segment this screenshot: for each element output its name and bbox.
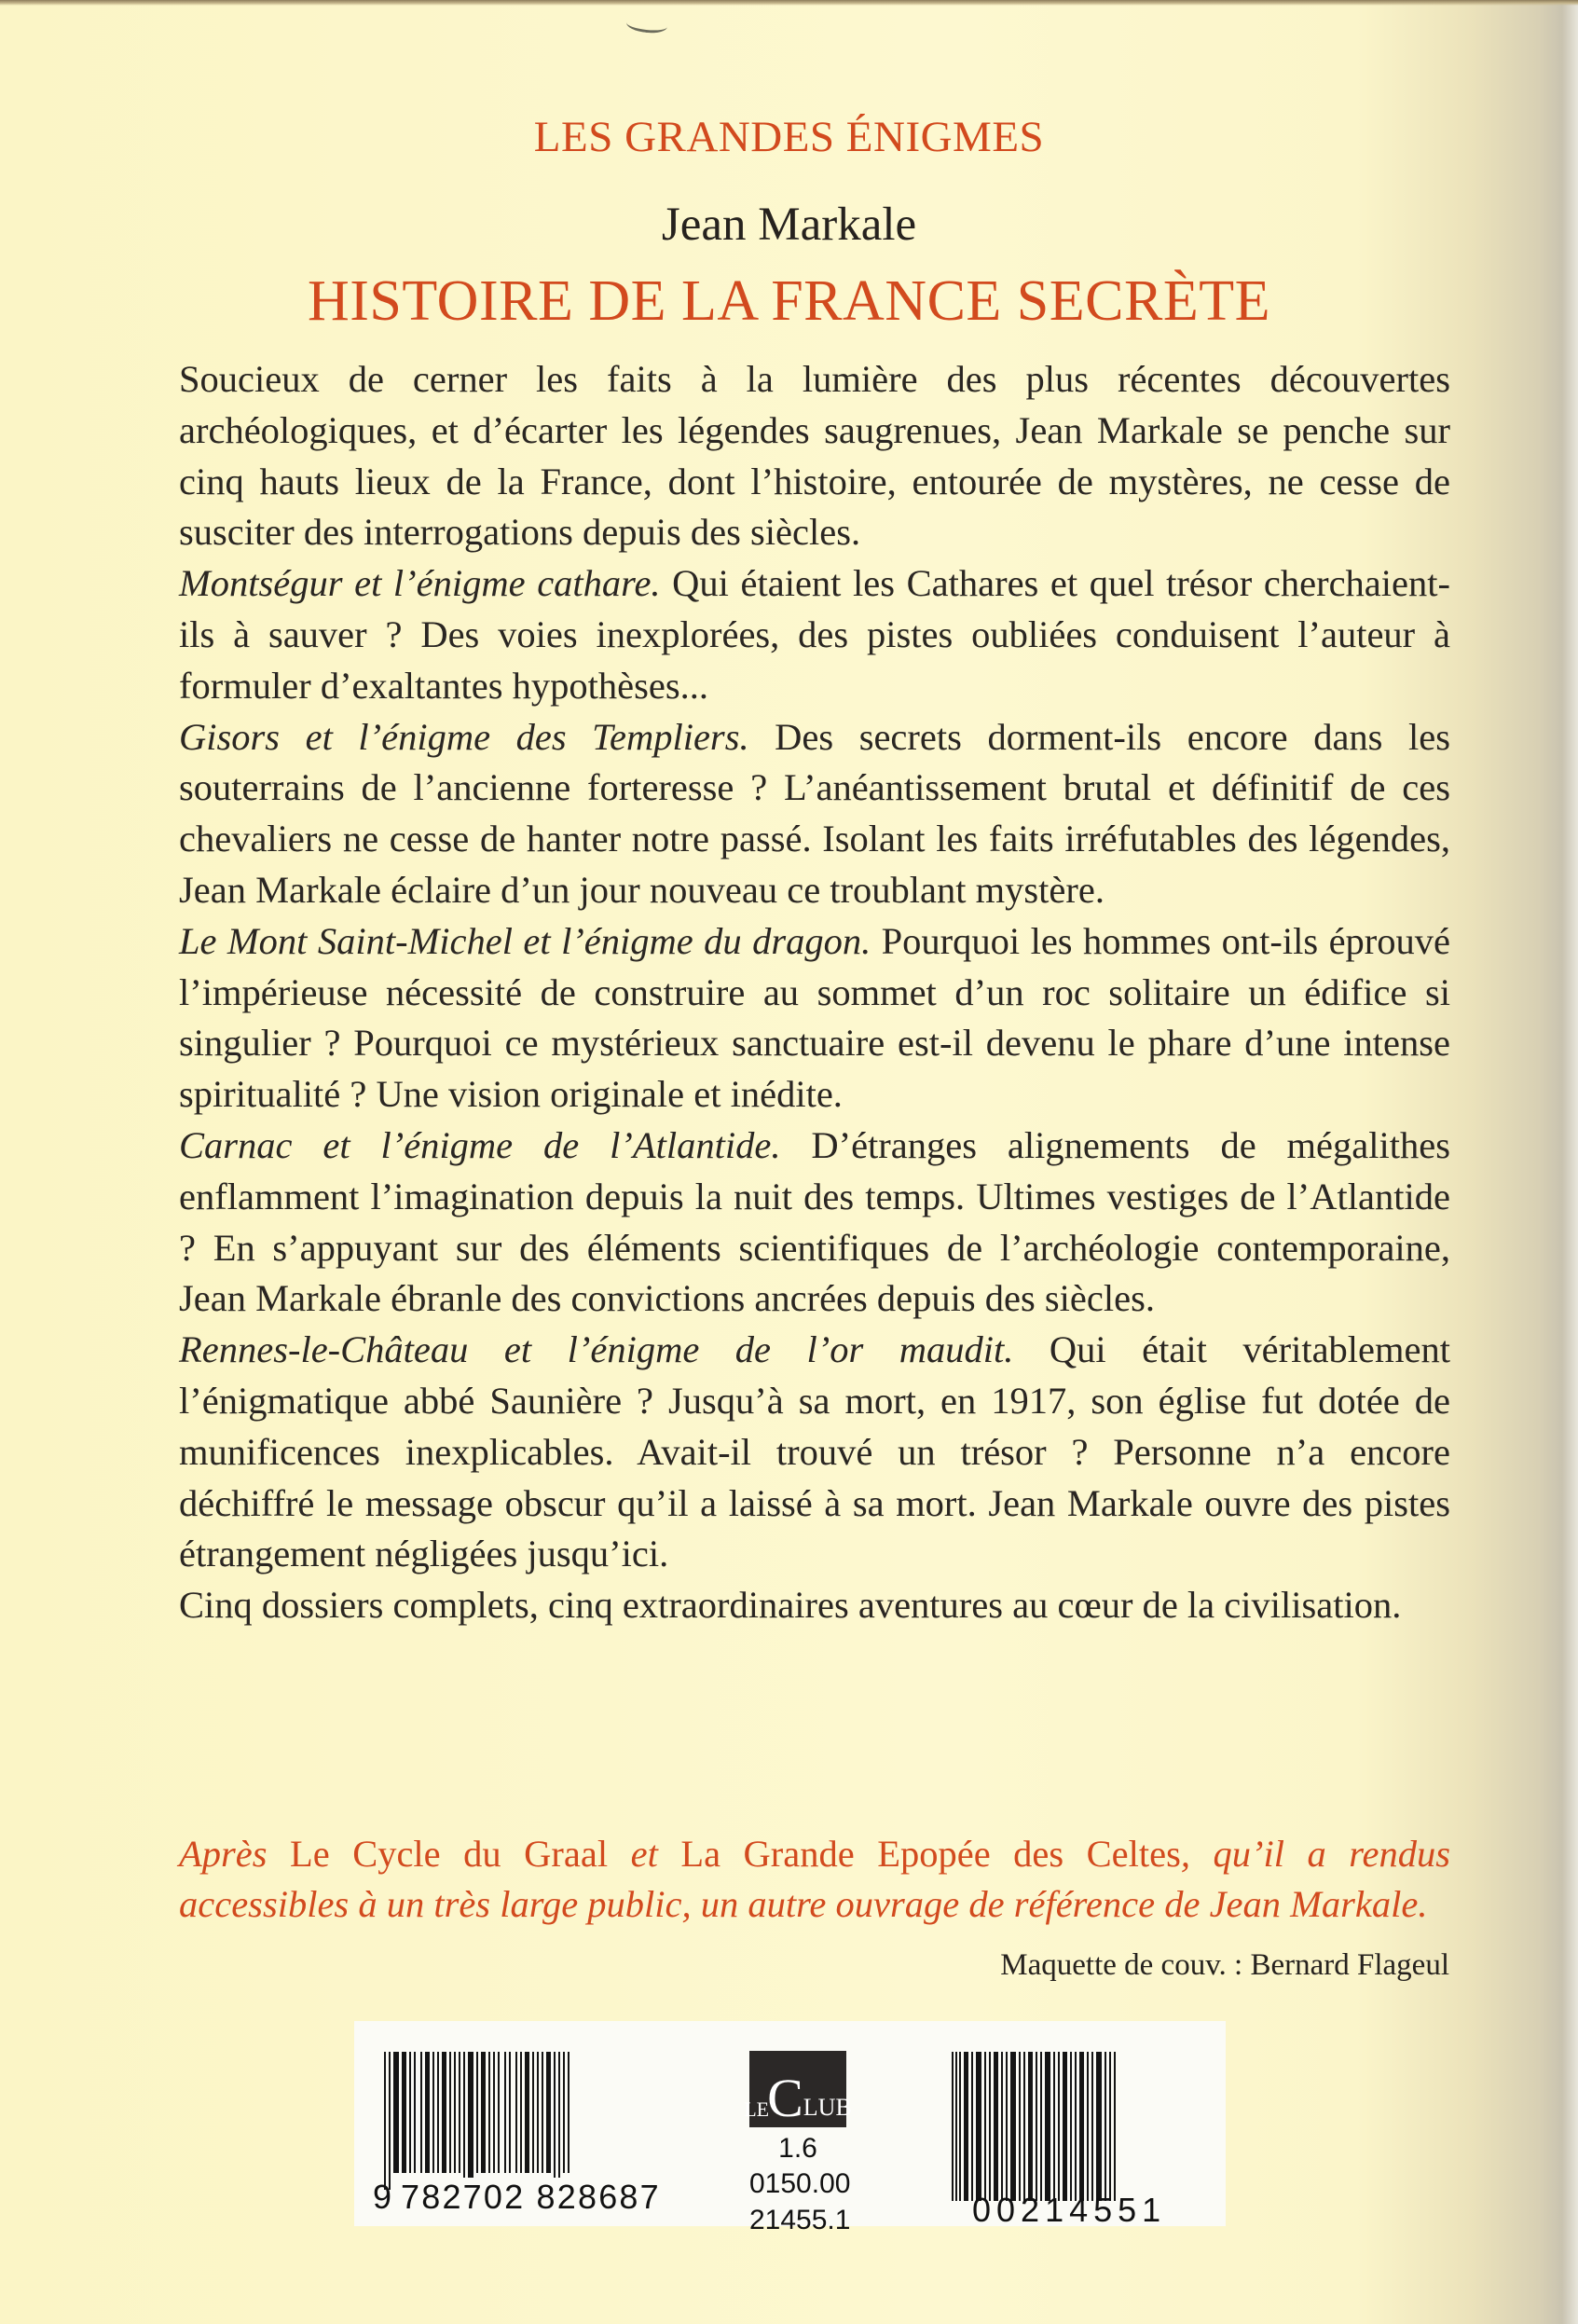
section-heading: Carnac et l’énigme de l’Atlantide. <box>179 1123 781 1166</box>
work-title: La Grande Epopée des Celtes <box>680 1833 1181 1875</box>
barcode-bar <box>459 2052 460 2173</box>
barcode-bar <box>432 2052 434 2173</box>
section-text: Qui étaient les Cathares et quel trésor cherchaient-ils à sauver ? Des voies inexplorées, des pistes oubliées conduisent l’auteur à formuler d’exaltantes hypothèses... <box>179 562 1450 707</box>
barcode-bar <box>1028 2052 1033 2201</box>
blurb-section-carnac <box>179 1121 1450 1325</box>
blurb-intro: Soucieux de cerner les faits à la lumière des plus récentes découvertes archéologiques, et d’écarter les légendes saugrenues, Jean Markale se penche sur cinq hauts lieux de la France, dont l’histoire, entourée de mystères, ne cesse de susciter des interrogations depuis des siècles. <box>179 358 1450 554</box>
blurb-section-mont-saint-michel <box>179 916 1450 1121</box>
barcode-bar <box>384 2052 386 2190</box>
section-heading: Rennes-le-Château et l’énigme de l’or maudit. <box>179 1328 1014 1371</box>
logo-lub: LUB <box>803 2094 852 2121</box>
isbn-barcode <box>384 2052 664 2190</box>
barcode-bar <box>1019 2052 1021 2201</box>
section-heading: Montségur et l’énigme cathare. <box>179 562 661 605</box>
afterword-text: et <box>608 1833 681 1875</box>
section-text: Des secrets dorment-ils encore dans les souterrains de l’ancienne forteresse ? L’anéantissement brutal et définitif de ces chevaliers ne cesse de hanter notre passé. Isolant les faits irréfutables des légendes, Jean Markale éclaire d’un jour nouveau ce troublant mystère. <box>179 715 1450 911</box>
section-text: D’étranges alignements de mégalithes enflamment l’imagination depuis la nuit des temps. Ultimes vestiges de l’Atlantide ? En s’appuyant sur des éléments scientifiques de l’archéologie contemporaine, Jean Markale ébranle des convictions ancrées depuis des siècles. <box>179 1123 1450 1320</box>
barcode-bar <box>558 2052 560 2190</box>
barcode-bar <box>994 2052 998 2201</box>
barcode-bar <box>449 2052 451 2173</box>
barcode-bar <box>1006 2052 1008 2201</box>
logo-le: LE <box>744 2097 770 2121</box>
barcode-bar <box>1058 2052 1060 2201</box>
cover-design-credit: Maquette de couv. : Bernard Flageul <box>1000 1948 1449 1982</box>
barcode-bar <box>1040 2052 1042 2201</box>
barcode-bar <box>1045 2052 1050 2201</box>
afterword-text: Après <box>179 1833 290 1875</box>
barcode-bar <box>568 2052 569 2173</box>
barcode-bar <box>515 2052 517 2173</box>
blurb-section-gisors <box>179 712 1450 916</box>
barcode-bar <box>1079 2052 1084 2201</box>
barcode-bar <box>554 2052 556 2190</box>
blurb <box>179 354 1450 1631</box>
price-barcode-label <box>354 2021 1226 2235</box>
label-info-line: 0150.00 <box>749 2168 851 2199</box>
barcode-bar <box>971 2052 973 2201</box>
series-title: LES GRANDES ÉNIGMES <box>533 113 1045 161</box>
isbn-digits: 782702 828687 <box>401 2178 661 2216</box>
section-heading: Le Mont Saint-Michel et l’énigme du dragon. <box>179 919 871 962</box>
barcode-bar <box>414 2052 416 2173</box>
work-title: Le Cycle du Graal <box>289 1833 609 1875</box>
barcode-bar <box>442 2052 446 2173</box>
barcode-bar <box>1053 2052 1055 2201</box>
afterword <box>179 1829 1450 1930</box>
le-club-logo <box>744 2051 852 2128</box>
barcode-bar <box>493 2052 495 2173</box>
barcode-bar <box>389 2052 391 2190</box>
barcode-bar <box>1096 2052 1102 2201</box>
blurb-section-rennes-le-chateau <box>179 1325 1450 1580</box>
barcode-bar <box>1063 2052 1067 2201</box>
barcode-bar <box>1023 2052 1025 2201</box>
barcode-bar <box>1087 2052 1089 2201</box>
barcode-bar <box>488 2052 490 2173</box>
barcode-bar <box>964 2052 968 2201</box>
barcode-bar <box>989 2052 991 2201</box>
barcode-bar <box>1091 2052 1093 2201</box>
barcode-bar <box>1010 2052 1016 2201</box>
barcode-bar <box>532 2052 534 2173</box>
barcode-bar <box>1105 2052 1106 2201</box>
barcode-bar <box>1114 2052 1116 2201</box>
barcode-bar <box>1109 2052 1111 2201</box>
cover-top-edge <box>0 0 1578 6</box>
blurb-conclusion: Cinq dossiers complets, cinq extraordinaires aventures au cœur de la civilisation. <box>179 1584 1402 1627</box>
section-heading: Gisors et l’énigme des Templiers. <box>179 715 749 758</box>
barcode-bar <box>498 2052 500 2173</box>
barcode-bar <box>1001 2052 1003 2201</box>
section-text: Pourquoi les hommes ont-ils éprouvé l’impérieuse nécessité de construire au sommet d’un roc solitaire un édifice si singulier ? Pourquoi ce mystérieux sanctuaire est-il devenu le phare d’une intense spiritualité ? Une vision originale et inédite. <box>179 919 1451 1116</box>
barcode-bar <box>402 2052 406 2173</box>
logo-c: C <box>767 2068 803 2128</box>
barcode-bar <box>542 2052 543 2173</box>
barcode-bar <box>546 2052 551 2173</box>
barcode-bar <box>454 2052 456 2173</box>
barcode-bar <box>984 2052 986 2201</box>
author-name: Jean Markale <box>661 199 917 251</box>
barcode-bar <box>476 2052 478 2173</box>
barcode-bar <box>520 2052 522 2173</box>
barcode-bar <box>437 2052 439 2173</box>
barcode-bar <box>525 2052 529 2173</box>
book-title: HISTOIRE DE LA FRANCE SECRÈTE <box>308 269 1270 333</box>
barcode-bar <box>509 2052 511 2173</box>
barcode-bar <box>976 2052 981 2201</box>
isbn-first-digit: 9 <box>373 2178 393 2216</box>
barcode-bar <box>955 2052 957 2201</box>
barcode-bar <box>1075 2052 1077 2201</box>
barcode-bar <box>420 2052 422 2173</box>
barcode-bar <box>537 2052 539 2173</box>
barcode-bar <box>481 2052 486 2173</box>
barcode-bar <box>952 2052 954 2201</box>
barcode-bar <box>504 2052 506 2173</box>
blurb-section-montsegur <box>179 558 1450 711</box>
barcode-bar <box>1036 2052 1037 2201</box>
barcode-bar <box>463 2052 465 2190</box>
barcode-bar <box>1070 2052 1072 2201</box>
barcode-bar <box>393 2052 399 2173</box>
barcode-bar <box>409 2052 411 2173</box>
barcode-bar <box>468 2052 473 2190</box>
barcode-bar <box>959 2052 961 2201</box>
secondary-barcode <box>952 2052 1208 2201</box>
section-text: Qui était véritablement l’énigmatique abbé Saunière ? Jusqu’à sa mort, en 1917, son église fut dotée de munificences inexplicables. Avait-il trouvé un trésor ? Personne n’a encore déchiffré le message obscur qu’il a laissé à sa mort. Jean Markale ouvre des pistes étrangement négligées jusqu’ici. <box>179 1328 1451 1575</box>
secondary-code-digits: 00214551 <box>972 2191 1167 2229</box>
label-info-line: 1.6 <box>778 2133 817 2164</box>
barcode-bar <box>563 2052 565 2173</box>
afterword-text: , qu’il a rendus accessibles à un très large public, un autre ouvrage de référence de Jean Markale. <box>179 1833 1450 1925</box>
label-info-line: 21455.1 <box>749 2205 851 2235</box>
barcode-bar <box>425 2052 430 2173</box>
